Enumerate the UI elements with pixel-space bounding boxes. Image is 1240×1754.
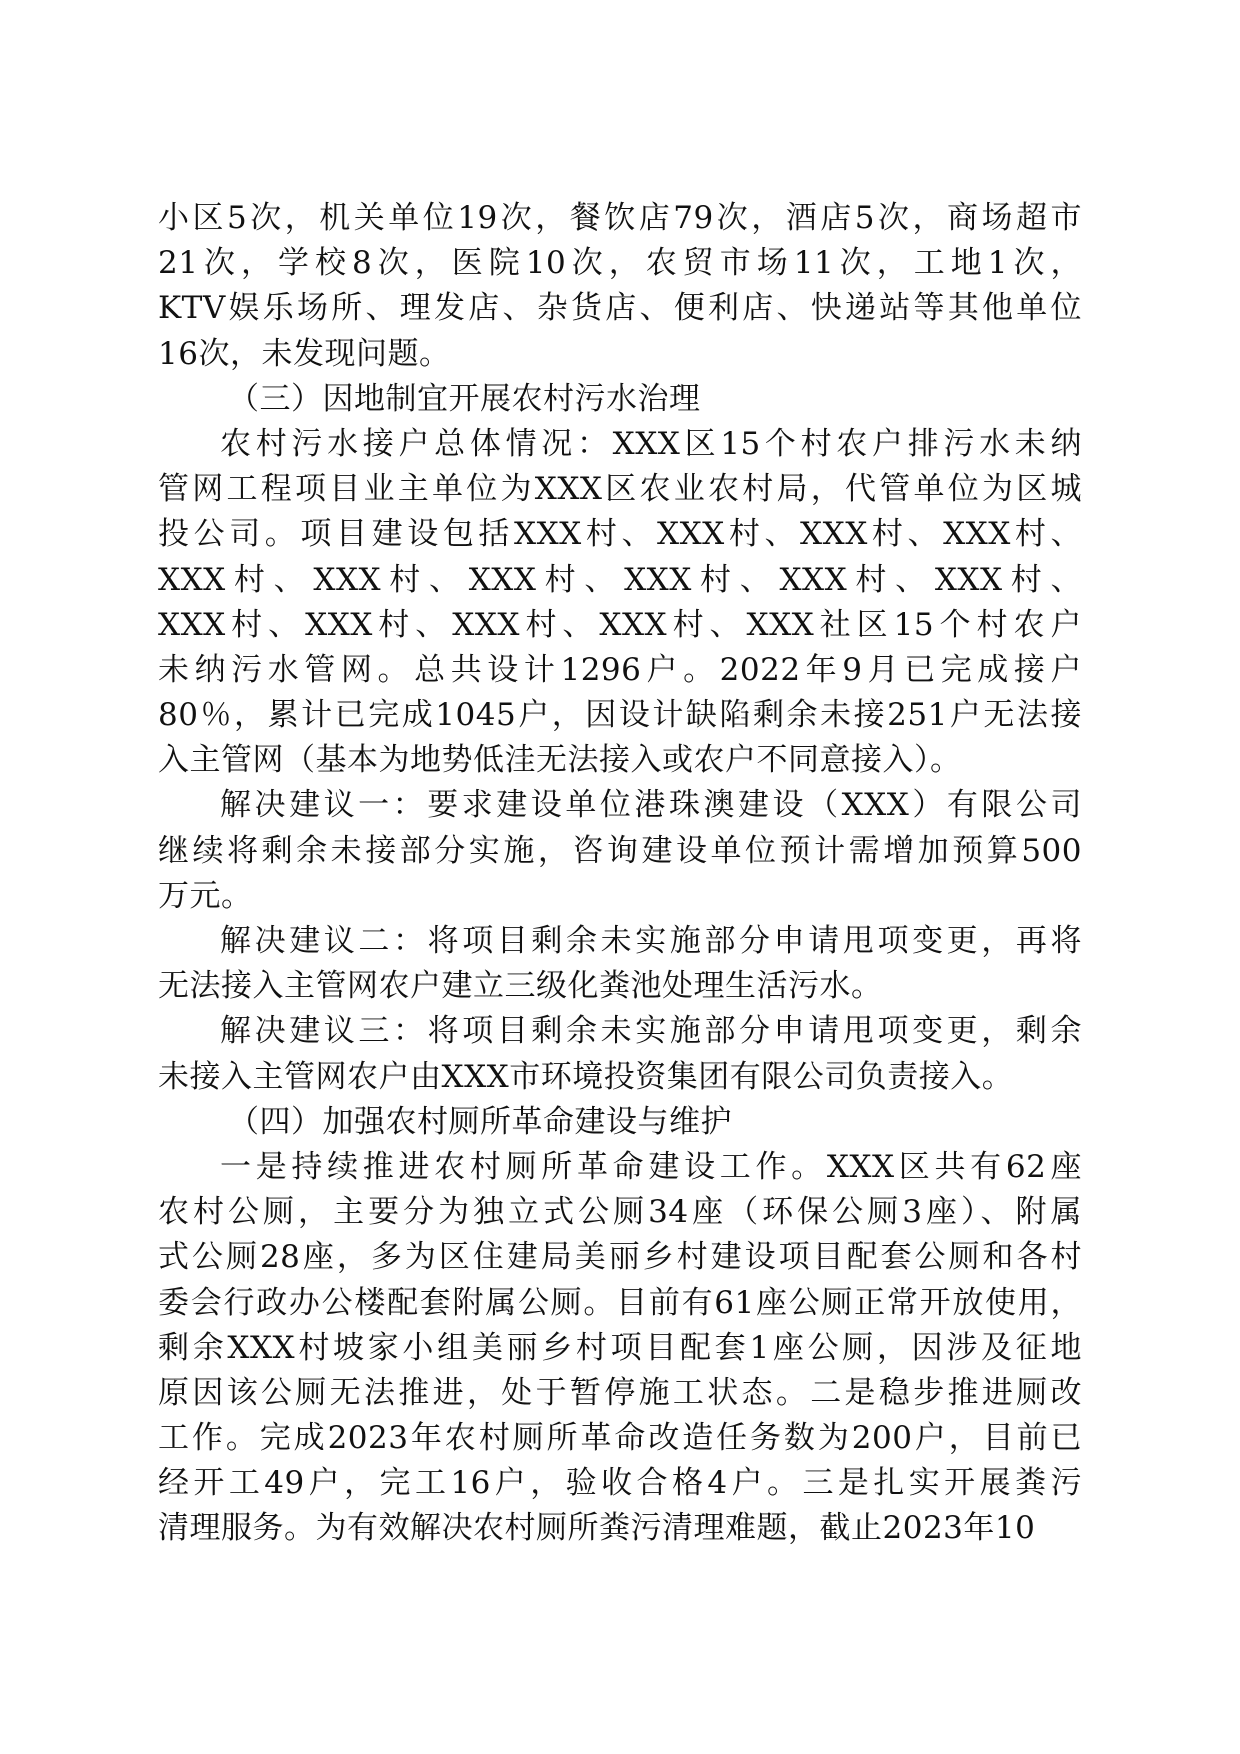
text-line: 农村公厕，主要分为独立式公厕34座（环保公厕3座）、附属 [158, 1194, 1082, 1231]
section-heading-4: （四）加强农村厕所革命建设与维护 [228, 1103, 732, 1140]
text-line: KTV娱乐场所、理发店、杂货店、便利店、快递站等其他单位 [158, 290, 1082, 327]
text-line: 入主管网（基本为地势低洼无法接入或农户不同意接入）。 [158, 742, 962, 779]
text-line: 未接入主管网农户由XXX市环境投资集团有限公司负责接入。 [158, 1058, 1014, 1095]
text-line: 80％，累计已完成1045户，因设计缺陷剩余未接251户无法接 [158, 697, 1082, 734]
text-line: 无法接入主管网农户建立三级化粪池处理生活污水。 [158, 968, 883, 1005]
text-line: 管网工程项目业主单位为XXX区农业农村局，代管单位为区城 [158, 471, 1082, 508]
text-line: 未纳污水管网。总共设计1296户。2022年9月已完成接户 [158, 651, 1082, 688]
text-line: 式公厕28座，多为区住建局美丽乡村建设项目配套公厕和各村 [158, 1239, 1082, 1276]
text-line: 经开工49户，完工16户，验收合格4户。三是扎实开展粪污 [158, 1465, 1082, 1502]
text-line: XXX村、XXX村、XXX村、XXX村、XXX村、XXX村、 [158, 561, 1082, 598]
document-body [158, 196, 1082, 1552]
text-line: 清理服务。为有效解决农村厕所粪污清理难题，截止2023年10 [158, 1510, 1036, 1547]
section-heading-3: （三）因地制宜开展农村污水治理 [228, 380, 701, 417]
text-line: 解决建议三：将项目剩余未实施部分申请甩项变更，剩余 [220, 1013, 1082, 1050]
text-line: 万元。 [158, 877, 253, 914]
text-line: 工作。完成2023年农村厕所革命改造任务数为200户，目前已 [158, 1420, 1082, 1457]
text-line: 原因该公厕无法推进，处于暂停施工状态。二是稳步推进厕改 [158, 1374, 1082, 1411]
text-line: 农村污水接户总体情况：XXX区15个村农户排污水未纳 [220, 425, 1082, 462]
text-line: XXX村、XXX村、XXX村、XXX村、XXX社区15个村农户 [158, 606, 1082, 643]
text-line: 一是持续推进农村厕所革命建设工作。XXX区共有62座 [220, 1148, 1082, 1185]
text-line: 解决建议二：将项目剩余未实施部分申请甩项变更，再将 [220, 923, 1082, 959]
text-line: 21次，学校8次，医院10次，农贸市场11次，工地1次， [158, 245, 1082, 282]
text-line: 16次，未发现问题。 [158, 335, 451, 372]
text-line: 剩余XXX村坡家小组美丽乡村项目配套1座公厕，因涉及征地 [158, 1329, 1082, 1366]
text-line: 委会行政办公楼配套附属公厕。目前有61座公厕正常开放使用， [158, 1284, 1082, 1321]
text-line: 继续将剩余未接部分实施，咨询建设单位预计需增加预算500 [158, 832, 1082, 869]
text-line: 投公司。项目建设包括XXX村、XXX村、XXX村、XXX村、 [158, 516, 1082, 553]
text-line: 小区5次，机关单位19次，餐饮店79次，酒店5次，商场超市 [158, 200, 1082, 236]
text-line: 解决建议一：要求建设单位港珠澳建设（XXX）有限公司 [220, 787, 1082, 824]
